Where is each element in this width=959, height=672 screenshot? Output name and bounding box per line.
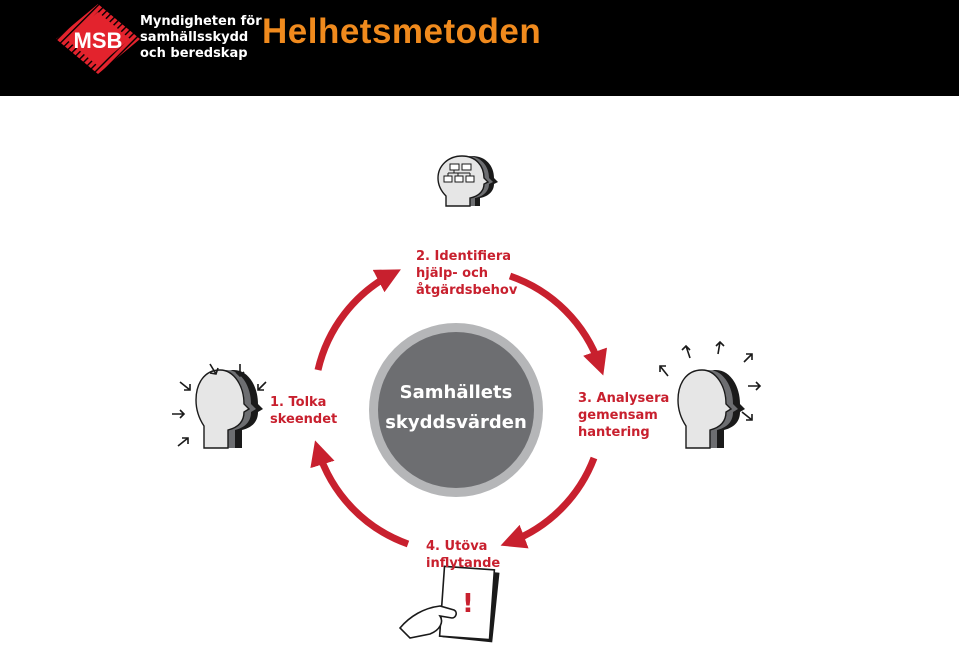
head-speaking-icon	[678, 370, 745, 448]
step-label-line: inflytande	[426, 556, 501, 571]
step-label-line: 1. Tolka	[270, 395, 327, 410]
step-label-line: gemensam	[578, 408, 658, 423]
step-label-line: 4. Utöva	[426, 539, 488, 554]
step-label-line: 3. Analysera	[578, 391, 670, 406]
step-label-line: hjälp- och	[416, 266, 489, 281]
cycle-arrow-1-to-2	[318, 274, 392, 370]
method-cycle-diagram	[0, 96, 959, 668]
step-3-label	[578, 390, 669, 441]
msb-logo	[56, 4, 140, 74]
head-thinking-icon	[438, 156, 498, 206]
header-bar	[0, 0, 959, 96]
step-2-label	[416, 248, 517, 299]
org-name-line: samhällsskydd	[140, 30, 249, 45]
step-4-label	[426, 538, 500, 572]
step-label-line: åtgärdsbehov	[416, 283, 518, 298]
step-1-label	[270, 394, 337, 428]
logo-text: MSB	[73, 28, 123, 53]
cycle-arrow-2-to-3	[510, 276, 600, 366]
center-label	[376, 380, 536, 440]
org-name-line: och beredskap	[140, 46, 248, 61]
center-label-line: skyddsvärden	[385, 412, 527, 433]
page-title: Helhetsmetoden	[262, 12, 542, 51]
step-label-line: 2. Identifiera	[416, 249, 512, 264]
svg-text:!: !	[462, 589, 474, 619]
step-label-line: hantering	[578, 425, 650, 440]
step-label-line: skeendet	[270, 412, 338, 427]
org-name-line: Myndigheten för	[140, 14, 262, 29]
center-label-line: Samhällets	[399, 382, 513, 403]
alert-document-icon	[400, 566, 500, 642]
head-listening-icon	[196, 370, 263, 448]
organization-name	[140, 14, 262, 62]
cycle-arrow-3-to-4	[510, 458, 594, 542]
